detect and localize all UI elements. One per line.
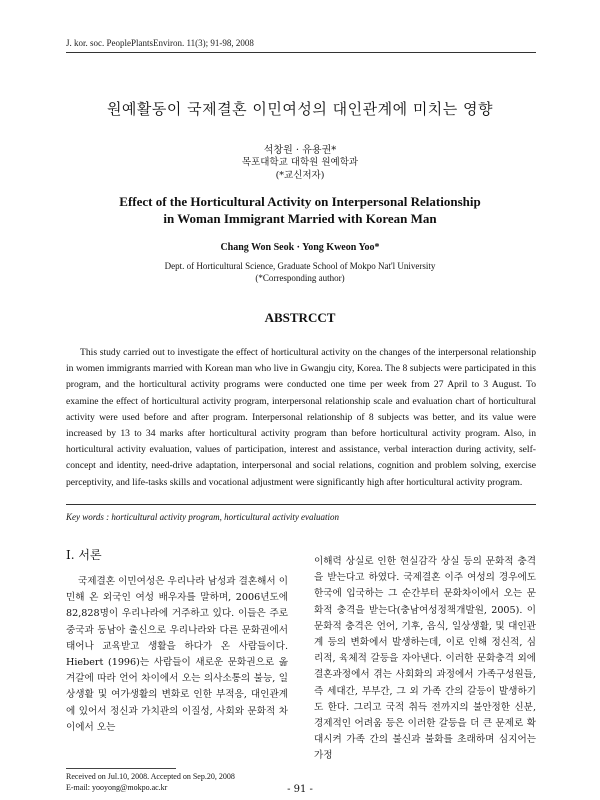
- body-left-column: 국제결혼 이민여성은 우리나라 남성과 결혼해서 이민해 온 외국인 여성 배우자를 말하며, 2006년도에 82,828명이 우리나라에 거주하고 있다. 이들은 주로 중국과 동남아 출신으로 우리나라와 다른 문화권에서 태어나 교육받고 생활을 하다가 온 사람들이다. Hiebert (1996)는 사람들이 새로운 문화권으로 옮겨갈에 따라 언어 차이에서 오는 의사소통의 불능, 일상생활 및 여가생활의 변화로 인한 부적응, 대인관계에 있어서 정신과 가치관의 이질성, 사회와 문화적 차이에서 오는: [66, 576, 288, 733]
- english-corresponding-note: (*Corresponding author): [255, 273, 345, 283]
- email: E-mail: yooyong@mokpo.ac.kr: [66, 783, 168, 792]
- korean-affiliation: [0, 156, 600, 182]
- page-number: - 91 -: [287, 784, 313, 795]
- section-title: Ⅰ. 서론: [66, 548, 102, 562]
- footnote-rule: [66, 768, 176, 769]
- korean-authors: 석창원 · 유용권*: [263, 145, 337, 156]
- english-title-line-2: in Woman Immigrant Married with Korean Man: [163, 211, 437, 226]
- abstract-rule: [66, 504, 536, 505]
- english-authors: Chang Won Seok · Yong Kweon Yoo*: [220, 242, 380, 253]
- english-affiliation-line: Dept. of Horticultural Science, Graduate School of Mokpo Nat'l University: [164, 261, 436, 271]
- korean-title: 원예활동이 국제결혼 이민여성의 대인관계에 미치는 영향: [106, 100, 494, 118]
- header-rule: [66, 52, 536, 53]
- abstract-heading: ABSTRCCT: [264, 310, 336, 325]
- received-date: Received on Jul.10, 2008. Accepted on Sep.20, 2008: [66, 772, 235, 781]
- english-title: [0, 193, 600, 227]
- body-right-column: 이해력 상실로 인한 현실감각 상실 등의 문화적 충격을 받는다고 하였다. 국제결혼 이주 여성의 경우에도 한국에 입국하는 그 순간부터 문화차이에서 오는 문화적 충격을 받는다(충남여성정책개발원, 2005). 이 문화적 충격은 언어, 기후, 음식, 일상생활, 및 대인관계 등의 변화에서 발생하는데, 이로 인해 정신적, 심리적, 육체적 갈등을 자아낸다. 이러한 문화충격 외에 결혼과정에서 겪는 사회화의 과정에서 가족구성원들, 즉 세대간, 부부간, 그 외 가족 간의 갈등이 발생하기도 한다. 그리고 국적 취득 전까지의 불안정한 신분, 경제적인 어려움 등은 이러한 갈등을 더 큰 문제로 확대시켜 가족 간의 불신과 불화를 초래하며 심지어는 가정: [314, 556, 536, 762]
- english-title-line-1: Effect of the Horticultural Activity on Interpersonal Relationship: [119, 194, 481, 209]
- korean-affiliation-line: 목포대학교 대학원 원예학과: [241, 157, 359, 168]
- keywords: Key words : horticultural activity program, horticultural activity evaluation: [66, 512, 340, 522]
- english-affiliation: [0, 260, 600, 284]
- korean-corresponding-note: (*교신저자): [275, 170, 325, 181]
- abstract-text: This study carried out to investigate the effect of horticultural activity on the changes of the interpersonal relationship in women immigrants married with Korean man who live in Gwangju city, Korea. The 8 subjects were participated in this program, and the horticultural activity programs were conducted one time per week from 27 April to 3 August. To examine the effect of horticultural activity program, interpersonal relationship scale and evaluation chart of horticultural activity were used before and after program. Interpersonal relationship of 8 subjects was better, and its value were increased by 13 to 34 marks after horticultural activity program than before horticultural activity program. Also, in horticultural activity evaluation, values of participation, interest and assistance, verbal interaction during activity, self-concept and identity, need-drive adaptation, interpersonal and social relations, cognition and problem solving, exercise perceptivity, and life-tasks skills and vocational adjustment were significantly high after horticultural activity program.: [66, 347, 536, 488]
- journal-citation: J. kor. soc. PeoplePlantsEnviron. 11(3); 91-98, 2008: [66, 38, 254, 48]
